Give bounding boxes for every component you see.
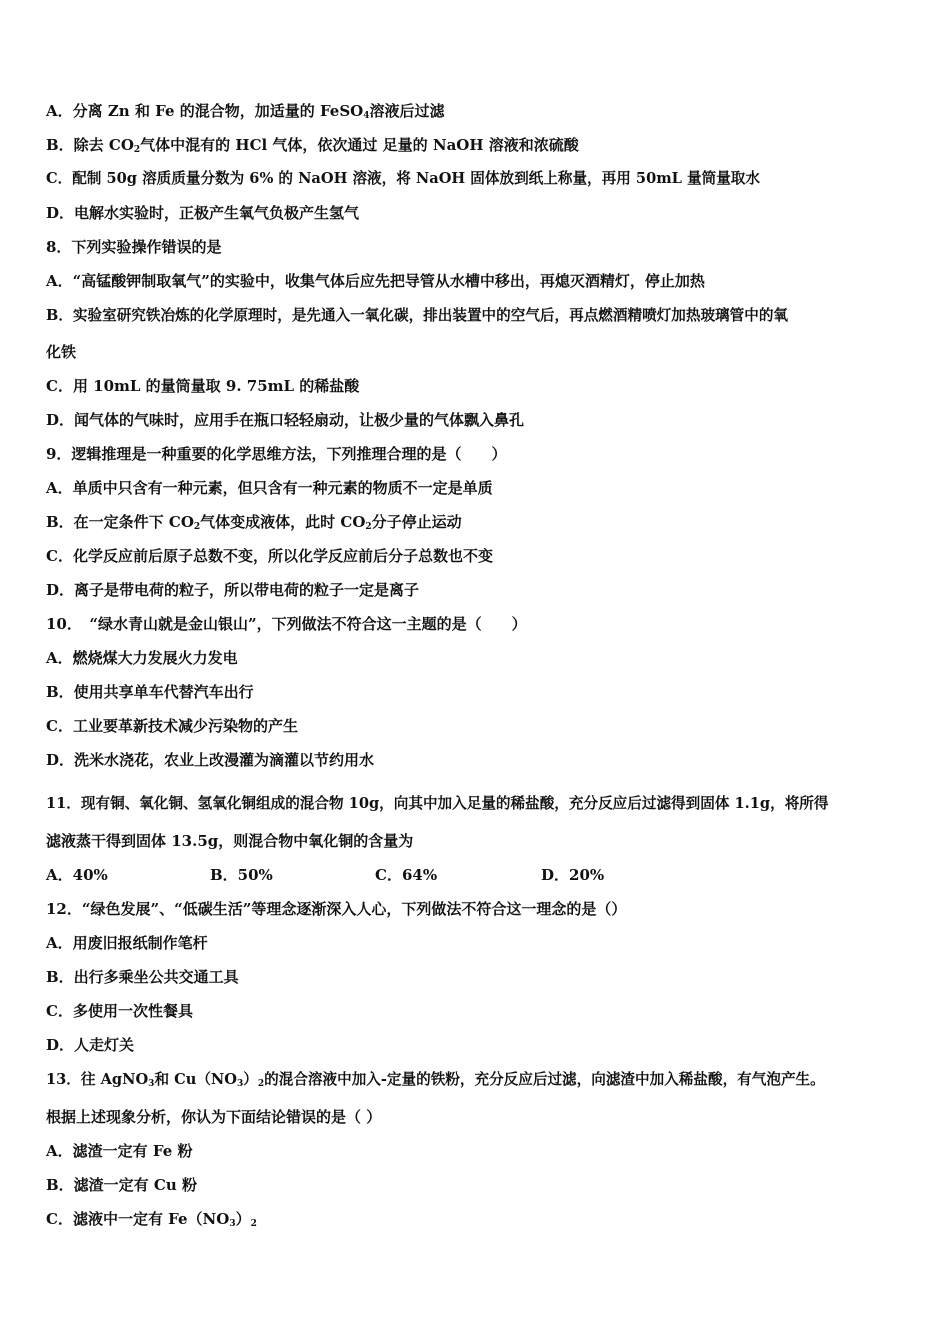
q8-option-b-cont: [46, 342, 76, 362]
q13-option-c: [46, 1209, 257, 1229]
text-run: C．多使用一次性餐具: [46, 1002, 193, 1020]
text-run: B．实验室研究铁冶炼的化学原理时，是先通入一氧化碳，排出装置中的空气后，再点燃酒精喷灯加热玻璃管中的氧: [46, 307, 789, 324]
text-run: ）: [243, 1071, 258, 1088]
text-run: C．化学反应前后原子总数不变，所以化学反应前后分子总数也不变: [46, 547, 493, 565]
text-run: 化铁: [46, 343, 77, 361]
q9-option-a: [46, 478, 493, 498]
text-run: B．滤渣一定有 Cu 粉: [46, 1176, 197, 1194]
q10-option-b: [46, 682, 254, 702]
text-run: 13．往 AgNO: [46, 1071, 149, 1088]
q12-option-d: [46, 1035, 134, 1055]
q10-stem: [46, 614, 527, 634]
q7-option-d: [46, 203, 359, 223]
subscript: 2: [257, 1079, 265, 1089]
text-run: 10． “绿水青山就是金山银山”，下列做法不符合这一主题的是（ ）: [46, 615, 527, 633]
q13-option-a: [46, 1141, 192, 1161]
subscript: 4: [363, 111, 370, 121]
text-run: 根据上述现象分析，你认为下面结论错误的是（ ）: [46, 1108, 382, 1126]
subscript: 3: [148, 1079, 155, 1089]
q12-stem: [46, 899, 626, 919]
text-run: 气体中混有的 HCl 气体，依次通过 足量的 NaOH 溶液和浓硫酸: [140, 136, 579, 154]
q10-option-a: [46, 648, 238, 668]
text-run: C．用 10mL 的量筒量取 9. 75mL 的稀盐酸: [46, 377, 360, 395]
text-run: 气体变成液体，此时 CO: [200, 513, 366, 531]
subscript: 3: [229, 1219, 236, 1229]
q13-stem-cont: [46, 1107, 381, 1127]
q8-option-a: [46, 271, 705, 291]
text-run: D．洗米水浇花，农业上改漫灌为滴灌以节约用水: [46, 751, 375, 769]
text-run: 8．下列实验操作错误的是: [46, 238, 222, 256]
text-run: D．闻气体的气味时，应用手在瓶口轻轻扇动，让极少量的气体飘入鼻孔: [46, 411, 525, 429]
text-run: A．用废旧报纸制作笔杆: [46, 934, 208, 952]
text-run: B．出行多乘坐公共交通工具: [46, 968, 239, 986]
q7-option-b: [46, 135, 579, 155]
text-run: B．在一定条件下 CO: [46, 513, 194, 531]
text-run: D．离子是带电荷的粒子，所以带电荷的粒子一定是离子: [46, 581, 420, 599]
text-run: 12．“绿色发展”、“低碳生活”等理念逐渐深入人心，下列做法不符合这一理念的是（）: [46, 900, 627, 918]
q9-option-c: [46, 546, 493, 566]
text-run: A．分离 Zn 和 Fe 的混合物，加适量的 FeSO: [46, 102, 364, 120]
q10-option-d: [46, 750, 374, 770]
text-run: B．使用共享单车代替汽车出行: [46, 683, 254, 701]
q12-option-b: [46, 967, 239, 987]
q9-option-d: [46, 580, 419, 600]
text-run: B．除去 CO: [46, 136, 134, 154]
q12-option-a: [46, 933, 208, 953]
q8-stem: [46, 237, 221, 257]
text-run: A．滤渣一定有 Fe 粉: [46, 1142, 193, 1160]
q11-option-b: B．50%: [210, 866, 273, 884]
q11-options: [46, 865, 846, 885]
subscript: 2: [193, 522, 201, 532]
text-run: 溶液后过滤: [369, 102, 445, 120]
text-run: D．电解水实验时，正极产生氧气负极产生氢气: [46, 204, 360, 222]
subscript: 2: [365, 522, 372, 532]
text-run: 9．逻辑推理是一种重要的化学思维方法，下列推理合理的是（ ）: [46, 445, 507, 463]
subscript: 2: [133, 145, 141, 155]
q11-option-a: A．40%: [46, 866, 108, 884]
subscript: 2: [250, 1219, 257, 1229]
text-run: D．人走灯关: [46, 1036, 135, 1054]
text-run: 滤液蒸干得到固体 13.5g，则混合物中氧化铜的含量为: [46, 832, 414, 850]
q11-option-c: C．64%: [375, 866, 438, 884]
q11-stem-cont: [46, 831, 413, 851]
text-run: A．燃烧煤大力发展火力发电: [46, 649, 238, 667]
text-run: A．单质中只含有一种元素，但只含有一种元素的物质不一定是单质: [46, 479, 493, 497]
text-run: A．“高锰酸钾制取氧气”的实验中，收集气体后应先把导管从水槽中移出，再熄灭酒精灯，停止加热: [46, 272, 705, 290]
text-run: 分子停止运动: [371, 513, 462, 531]
text-run: 和 Cu（NO: [154, 1071, 237, 1088]
subscript: 3: [236, 1079, 244, 1089]
q7-option-c: [46, 169, 760, 189]
q12-option-c: [46, 1001, 193, 1021]
q9-option-b: [46, 512, 462, 532]
q8-option-b: [46, 306, 788, 326]
text-run: 的混合溶液中加入-定量的铁粉，充分反应后过滤，向滤渣中加入稀盐酸，有气泡产生。: [264, 1071, 825, 1088]
q11-option-d: D．20%: [541, 866, 605, 884]
q13-option-b: [46, 1175, 197, 1195]
q9-stem: [46, 444, 506, 464]
text-run: 11．现有铜、氧化铜、氢氧化铜组成的混合物 10g，向其中加入足量的稀盐酸，充分反应后过滤得到固体 1.1g，将所得: [46, 795, 829, 812]
q7-option-a: [46, 101, 445, 121]
text-run: C．滤液中一定有 Fe（NO: [46, 1210, 230, 1228]
text-run: ）: [235, 1210, 251, 1228]
q8-option-d: [46, 410, 524, 430]
q10-option-c: [46, 716, 298, 736]
q13-stem: [46, 1070, 825, 1090]
q8-option-c: [46, 376, 359, 396]
text-run: C．配制 50g 溶质质量分数为 6% 的 NaOH 溶液，将 NaOH 固体放到纸上称量，再用 50mL 量筒量取水: [46, 170, 760, 187]
text-run: C．工业要革新技术减少污染物的产生: [46, 717, 298, 735]
q11-stem: [46, 794, 829, 814]
